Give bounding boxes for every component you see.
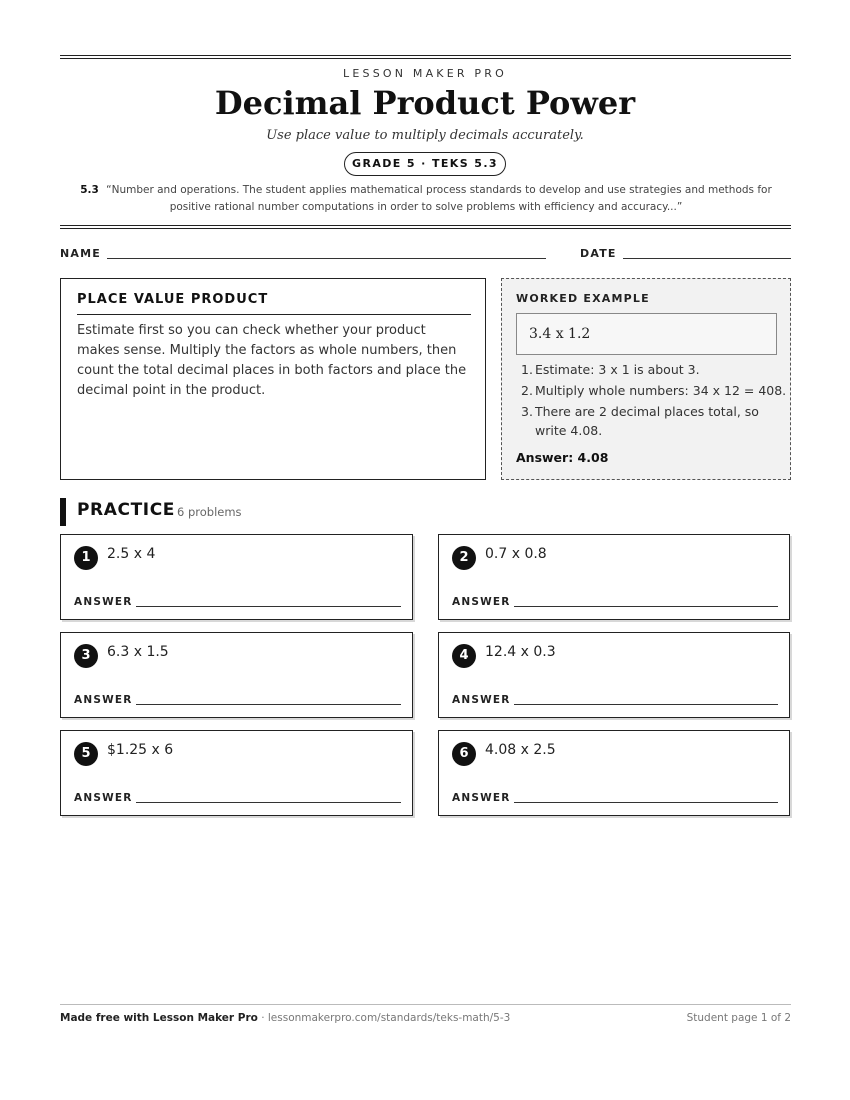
name-field[interactable]: [107, 258, 546, 259]
problem-expression: 12.4 x 0.3: [485, 644, 556, 660]
practice-problem-5: [60, 730, 413, 816]
answer-label: ANSWER: [74, 792, 133, 804]
practice-count: 6 problems: [177, 505, 242, 519]
problem-number-badge: 4: [452, 644, 476, 668]
page-title: Decimal Product Power: [214, 84, 636, 122]
practice-title: PRACTICE: [77, 500, 175, 520]
footer-page-number: Student page 1 of 2: [686, 1012, 791, 1024]
worked-example-step: 2. Multiply whole numbers: 34 x 12 = 408.: [521, 383, 787, 398]
name-label: NAME: [60, 247, 101, 260]
practice-problem-4: [438, 632, 790, 718]
problem-expression: 2.5 x 4: [107, 546, 156, 562]
concept-body: Estimate first so you can check whether your product makes sense. Multiply the factors as whole numbers, then count the total decimal places in both factors and place the decimal point in the product.: [77, 323, 467, 398]
worked-example-step: 1. Estimate: 3 x 1 is about 3.: [521, 362, 700, 377]
page-subtitle: Use place value to multiply decimals accurately.: [266, 128, 584, 143]
worked-example-answer: Answer: 4.08: [516, 450, 609, 465]
standard-text: “Number and operations. The student applies mathematical process standards to develop and use strategies and methods for positive rational number computations in order to solve problems with efficiency and accuracy...”: [106, 184, 772, 213]
practice-problem-6: [438, 730, 790, 816]
answer-field[interactable]: [136, 802, 401, 803]
worked-example-card: [501, 278, 791, 480]
answer-field[interactable]: [136, 606, 401, 607]
footer-rule: [60, 1004, 791, 1005]
problem-expression: 0.7 x 0.8: [485, 546, 547, 562]
answer-label: ANSWER: [74, 596, 133, 608]
answer-label: ANSWER: [452, 694, 511, 706]
worked-example-steps: [516, 360, 788, 442]
practice-problem-2: [438, 534, 790, 620]
practice-problem-3: [60, 632, 413, 718]
problem-number-badge: 1: [74, 546, 98, 570]
concept-title-underline: [77, 314, 471, 315]
header-bottom-rule-inner: [60, 228, 791, 229]
date-field[interactable]: [623, 258, 791, 259]
standard-description: [70, 182, 782, 216]
worked-example-label: WORKED EXAMPLE: [516, 292, 650, 305]
concept-title: PLACE VALUE PRODUCT: [77, 292, 269, 307]
header-bottom-rule: [60, 225, 791, 226]
header-top-rule: [60, 55, 791, 56]
answer-label: ANSWER: [74, 694, 133, 706]
problem-expression: 4.08 x 2.5: [485, 742, 556, 758]
answer-field[interactable]: [514, 704, 778, 705]
problem-number-badge: 6: [452, 742, 476, 766]
problem-expression: 6.3 x 1.5: [107, 644, 169, 660]
footer-separator: ·: [257, 1012, 268, 1024]
footer-made-with: Made free with Lesson Maker Pro: [60, 1012, 258, 1024]
footer-url-link[interactable]: lessonmakerpro.com/standards/teks-math/5-3: [267, 1012, 511, 1024]
concept-card: [60, 278, 486, 480]
practice-problem-1: [60, 534, 413, 620]
date-label: DATE: [580, 247, 617, 260]
standard-code: 5.3: [80, 184, 99, 196]
answer-label: ANSWER: [452, 596, 511, 608]
grade-badge: GRADE 5 · TEKS 5.3: [344, 152, 506, 176]
problem-number-badge: 2: [452, 546, 476, 570]
footer-credit: [60, 1012, 510, 1024]
problem-expression: $1.25 x 6: [107, 742, 174, 758]
worked-example-problem: 3.4 x 1.2: [516, 313, 777, 355]
problem-number-badge: 3: [74, 644, 98, 668]
answer-field[interactable]: [514, 802, 778, 803]
answer-field[interactable]: [514, 606, 778, 607]
practice-heading-bar: [60, 498, 66, 526]
answer-field[interactable]: [136, 704, 401, 705]
problem-number-badge: 5: [74, 742, 98, 766]
header-top-rule-inner: [60, 58, 791, 59]
brand-name: LESSON MAKER PRO: [343, 67, 507, 80]
worked-example-step: 3. There are 2 decimal places total, so write 4.08.: [521, 404, 759, 438]
answer-label: ANSWER: [452, 792, 511, 804]
